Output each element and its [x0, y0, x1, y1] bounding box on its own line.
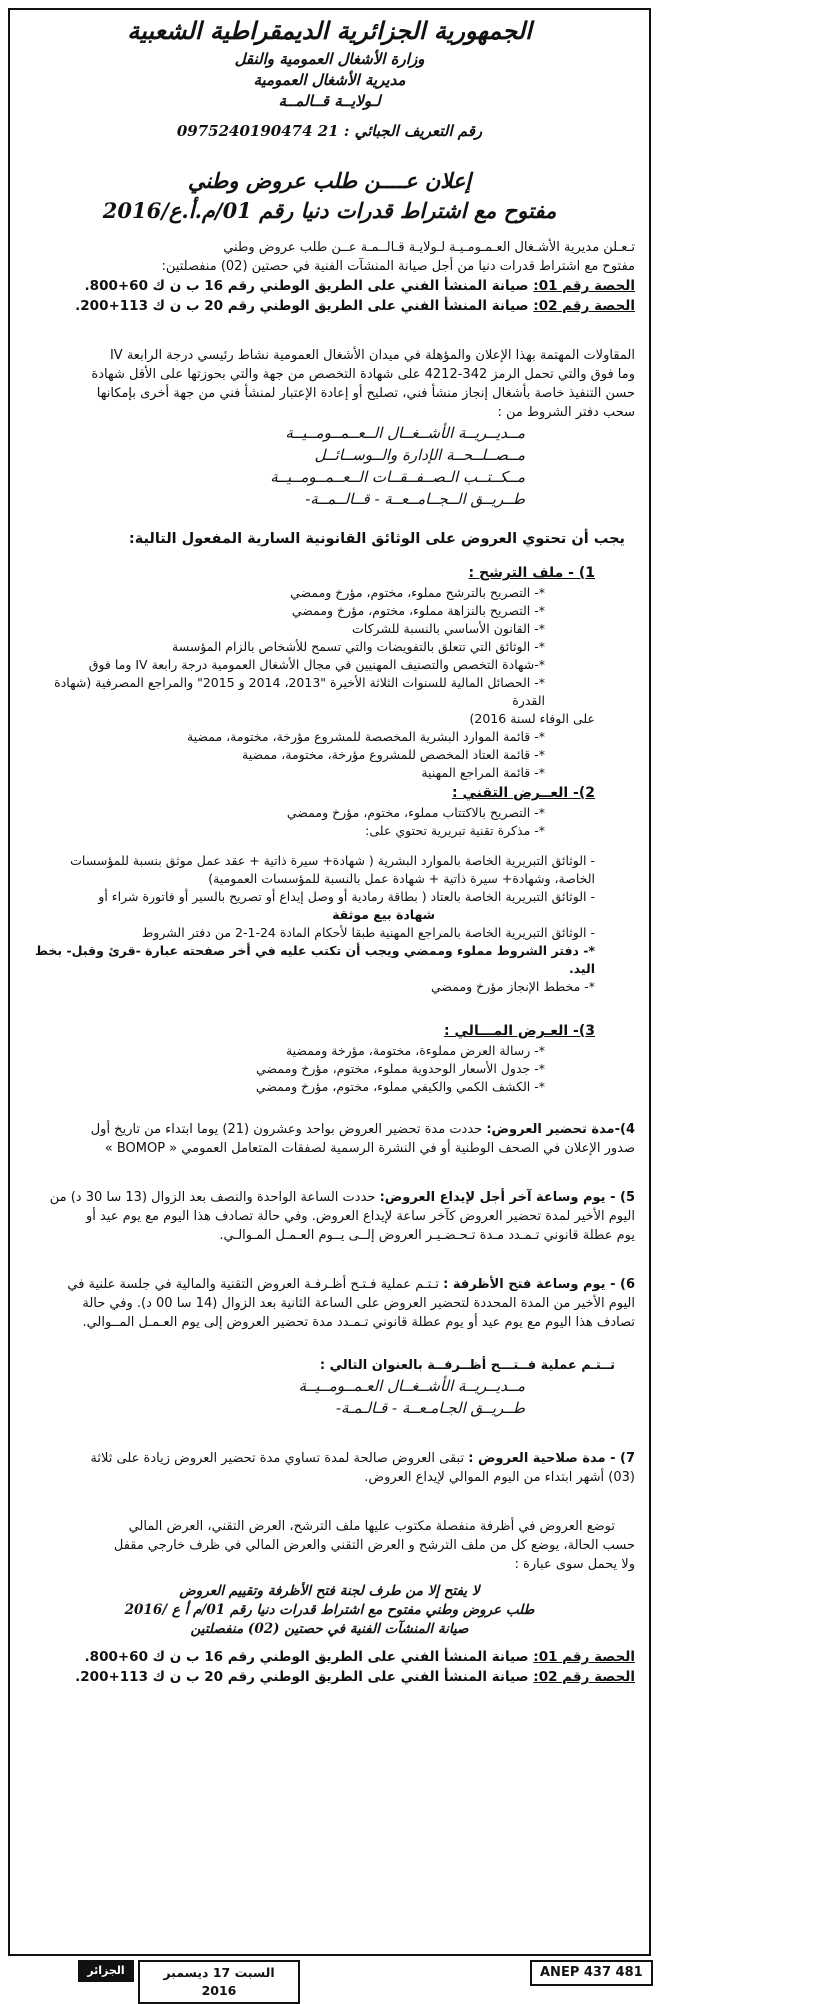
lot-label: الحصة رقم 02: — [533, 298, 635, 314]
eligibility-line: وما فوق والتي تحمل الرمز 342-4212 على شهادة التخصص من جهة والتي بحوزتها على الأقل شهادة — [91, 367, 635, 382]
list-item: - الوثائق التبريرية الخاصة بالموارد البشرية ( شهادة+ سيرة ذاتية + عقد عمل موثق بنسبة للمؤسسات — [70, 853, 595, 868]
wilaya-line: لـولايــة قــالمــة — [278, 92, 381, 110]
list-item: *- قائمة المراجع المهنية — [421, 765, 545, 780]
section-6-line: تصادف هذا اليوم مع يوم عيد أو يوم عطلة قانوني تـمـدد مدة تحضير العروض إلى يوم العـمـل المــوالي. — [82, 1315, 635, 1330]
lot-1 — [24, 276, 635, 296]
intro-line: تـعـلن مديرية الأشـغال العـمـومـيـة لـولايـة قـالــمـة عــن طلب عروض وطني — [223, 240, 635, 255]
section-4-label: 4)-مدة تحضير العروض: — [486, 1122, 635, 1137]
withdrawal-address-line: مــصــلــحــة الإدارة والــوســائــل — [314, 446, 525, 464]
lot-text: صيانة المنشأ الفني على الطريق الوطني رقم 20 ب ن ك 113+200. — [75, 298, 534, 314]
announcement-subtitle: مفتوح مع اشتراط قدرات دنيا رقم 01/م.أ.ع/2016 — [102, 198, 557, 223]
intro-line: مفتوح مع اشتراط قدرات دنيا من أجل صيانة المنشآت الفنية في حصتين (02) منفصلتين: — [161, 259, 635, 274]
list-item: *- دفتر الشروط مملوء وممضي ويجب أن تكتب عليه في أخر صفحته عبارة -قرئ وقبل- بخط اليد. — [35, 943, 595, 976]
directorate-line: مديرية الأشغال العمومية — [253, 71, 406, 89]
list-item: *- التصريح بالنزاهة مملوء، مختوم، مؤرخ وممضي — [291, 603, 545, 618]
section-6-line: اليوم الأخير من المدة المحددة لتحضير العروض على الساعة الثانية بعد الزوال (14 سا 00 د). وفي حالة — [82, 1296, 635, 1311]
tax-id: رقم التعريف الجبائي : 21 0975240190474 — [176, 122, 483, 140]
publication-date: السبت 17 ديسمبر 2016 — [138, 1960, 300, 2004]
section-5 — [24, 1188, 635, 1207]
eligibility-line: المقاولات المهتمة بهذا الإعلان والمؤهلة في ميدان الأشغال العمومية نشاط رئيسي درجة الرابعة IV — [109, 348, 635, 363]
lot-label: الحصة رقم 02: — [533, 1669, 635, 1685]
list-item: - الوثائق التبريرية الخاصة بالعتاد ( بطاقة رمادية أو وصل إيداع أو تصريح بالسير أو فاتورة شراء أو — [98, 889, 595, 904]
closing-line: توضع العروض في أظرفة منفصلة مكتوب عليها ملف الترشح، العرض التقني، العرض المالي — [128, 1519, 615, 1534]
list-item: *- الوثائق التي تتعلق بالتفويضات والتي تسمح للأشخاص بالزام المؤسسة — [172, 639, 545, 654]
section-7-text: تبقى العروض صالحة لمدة تساوي مدة تحضير العروض زيادة على ثلاثة — [90, 1451, 469, 1466]
list-item: *- جدول الأسعار الوحدوية مملوء، مختوم، مؤرخ وممضي — [256, 1061, 545, 1076]
lot-2 — [24, 296, 635, 316]
republic-title: الجمهورية الجزائرية الديمقراطية الشعبية — [127, 16, 532, 45]
lot-text: صيانة المنشأ الفني على الطريق الوطني رقم 20 ب ن ك 113+200. — [75, 1669, 534, 1685]
withdrawal-address-line: مــديــريــة الأشــغــال الــعــمــومــيــة — [285, 424, 525, 442]
announcement-title: إعلان عــــن طلب عروض وطني — [187, 168, 472, 193]
section-4-line: صدور الإعلان في الصحف الوطنية أو في النشرة الرسمية لصفقات المتعامل العمومي « BOMOP » — [104, 1141, 635, 1156]
section-6-label: 6) - يوم وساعة فتح الأظرفة : — [443, 1277, 635, 1292]
section-7-label: 7) - مدة صلاحية العروض : — [468, 1451, 635, 1466]
list-item: *- مخطط الإنجاز مؤرخ وممضي — [430, 979, 595, 994]
envelope-line: لا يفتح إلا من طرف لجنة فتح الأظرفة وتقييم العروض — [179, 1583, 480, 1599]
lot-label: الحصة رقم 01: — [533, 1649, 635, 1665]
section-4-text: حددت مدة تحضير العروض بواحد وعشرون (21) يوما ابتداء من تاريخ أول — [90, 1122, 487, 1137]
list-item: *- التصريح بالاكتتاب مملوء، مختوم، مؤرخ وممضي — [286, 805, 545, 820]
closing-lot-2 — [24, 1667, 635, 1687]
newspaper-name: الجزائر — [78, 1960, 134, 1982]
opening-address-title: تــتـم عملية فــتـــح أظــرفــة بالعنوان التالي : — [319, 1358, 615, 1373]
lot-label: الحصة رقم 01: — [533, 278, 635, 294]
section-7 — [24, 1449, 635, 1468]
documents-heading: يجب أن تحتوي العروض على الوثائق القانونية السارية المفعول التالية: — [128, 531, 625, 547]
list-item: *- الكشف الكمي والكيفي مملوء، مختوم، مؤرخ وممضي — [255, 1079, 545, 1094]
closing-line: ولا يحمل سوى عبارة : — [514, 1557, 635, 1572]
section-5-line: يوم عطلة قانوني تـمـدد مـدة تـحـضـيـر العروض إلــى يــوم العـمـل المـوالـي. — [219, 1228, 635, 1243]
announcement-frame — [8, 8, 651, 1956]
eligibility-line: سحب دفتر الشروط من : — [497, 405, 635, 420]
closing-lot-1 — [24, 1647, 635, 1667]
list-item: *- التصريح بالترشح مملوء، مختوم، مؤرخ وممضي — [290, 585, 545, 600]
section-3-title-text: 3)- العـرض المـــالي : — [444, 1023, 595, 1039]
section-5-label: 5) - يوم وساعة آخر أجل لإيداع العروض: — [379, 1190, 635, 1205]
list-item: *- قائمة العتاد المخصص للمشروع مؤرخة، مختومة، ممضية — [242, 747, 545, 762]
opening-address-line: طــريــق الجـامـعــة - قـالـمـة- — [335, 1399, 525, 1417]
section-1-title — [24, 562, 595, 584]
eligibility-line: حسن التنفيذ خاصة بأشغال إنجاز منشأ فني، تصليح أو إعادة الإعتبار لمنشأ فني من جهة أخرى بإمكانها — [96, 386, 635, 401]
lot-text: صيانة المنشأ الفني على الطريق الوطني رقم 16 ب ن ك 60+800. — [84, 1649, 534, 1665]
section-5-line: اليوم الأخير لمدة تحضير العروض كآخر ساعة لإيداع العروض. وفي حالة تصادف هذا اليوم مع يوم عيد أو — [85, 1209, 635, 1224]
list-item: *- مذكرة تقنية تبريرية تحتوي على: — [365, 823, 545, 838]
section-1-title-text: 1) - ملف الترشح : — [468, 565, 595, 581]
list-item: شهادة بيع موثقة — [332, 907, 435, 922]
closing-line: حسب الحالة، يوضع كل من ملف الترشح و العرض التقني والعرض المالي في ظرف خارجي مقفل — [113, 1538, 635, 1553]
list-item: - الوثائق التبريرية الخاصة بالمراجع المهنية طبقا لأحكام المادة 24-1-2 من دفتر الشروط — [141, 925, 595, 940]
withdrawal-address-line: طــريــق الــجــامــعــة - قــالــمــة- — [305, 490, 525, 508]
list-item: *-شهادة التخصص والتصنيف المهنيين في مجال الأشغال العمومية درجة رابعة IV وما فوق — [88, 657, 545, 672]
section-4 — [24, 1120, 635, 1139]
lot-text: صيانة المنشأ الفني على الطريق الوطني رقم 16 ب ن ك 60+800. — [84, 278, 534, 294]
section-2-title-text: 2)- العــرض التقني : — [452, 785, 595, 801]
section-3-title — [24, 1020, 595, 1042]
footer — [0, 1958, 819, 1998]
envelope-line: طلب عروض وطني مفتوح مع اشتراط قدرات دنيا رقم 01/م أ ع /2016 — [124, 1602, 535, 1618]
ministry-line: وزارة الأشغال العمومية والنقل — [234, 50, 425, 68]
list-item: الخاصة، وشهادة+ سيرة ذاتية + شهادة عمل بالنسبة للمؤسسات العمومية) — [208, 871, 595, 886]
section-7-line: (03) أشهر ابتداء من اليوم الموالي لإيداع العروض. — [364, 1470, 635, 1485]
section-6-text: تـتـم عملية فـتـح أظـرفـة العروض التقنية والمالية في جلسة علنية في — [67, 1277, 444, 1292]
withdrawal-address-line: مــكــتــب الـصــفــقــات الــعــمــومــيــة — [270, 468, 525, 486]
section-6 — [24, 1275, 635, 1294]
anep-reference: ANEP 437 481 — [530, 1960, 653, 1986]
list-item: *- القانون الأساسي بالنسبة للشركات — [352, 621, 545, 636]
list-item: على الوفاء لسنة 2016) — [469, 711, 595, 726]
list-item: *- رسالة العرض مملوءة، مختومة، مؤرخة وممضية — [285, 1043, 545, 1058]
envelope-line: صيانة المنشآت الفنية في حصتين (02) منفصلتين — [190, 1621, 469, 1637]
list-item: *- الحصائل المالية للسنوات الثلاثة الأخيرة "2013، 2014 و 2015" والمراجع المصرفية (شهادة القدرة — [54, 675, 545, 708]
section-5-text: حددت الساعة الواحدة والنصف بعد الزوال (13 سا 30 د) من — [49, 1190, 380, 1205]
opening-address-line: مــديــريــة الأشــغــال العـمــومــيــة — [298, 1377, 525, 1395]
list-item: *- قائمة الموارد البشرية المخصصة للمشروع مؤرخة، مختومة، ممضية — [186, 729, 545, 744]
section-2-title — [24, 782, 595, 804]
